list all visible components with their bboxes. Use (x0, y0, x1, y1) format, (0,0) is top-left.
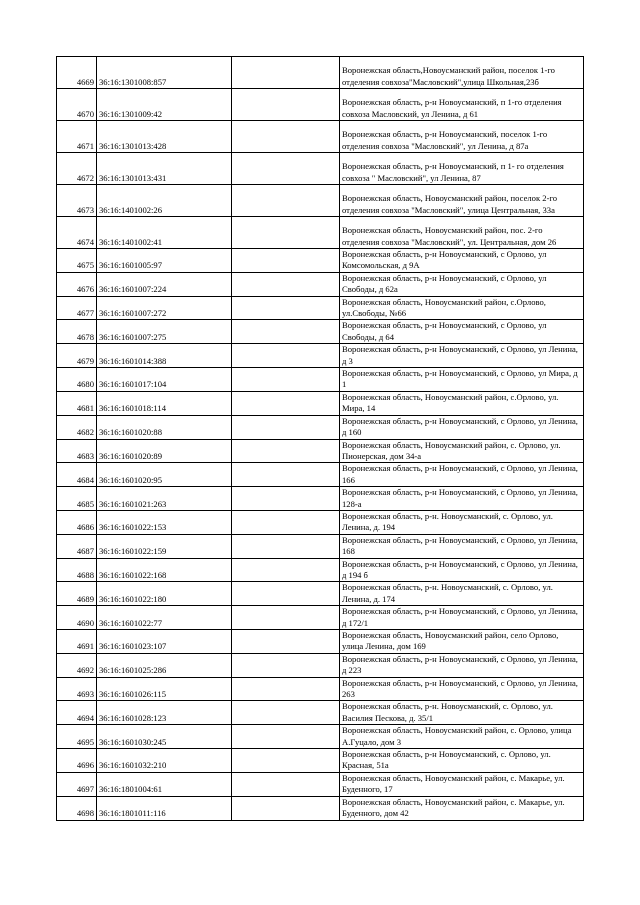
cadastral-number-cell: 36:16:1601007:224 (97, 272, 232, 296)
cadastral-number-cell: 36:16:1601023:107 (97, 630, 232, 654)
empty-cell (232, 415, 340, 439)
cadastral-number-cell: 36:16:1601020:95 (97, 463, 232, 487)
cadastral-number-cell: 36:16:1601017:104 (97, 368, 232, 392)
empty-cell (232, 153, 340, 185)
cadastral-number-cell: 36:16:1601030:245 (97, 725, 232, 749)
registry-table (56, 56, 584, 821)
row-number-cell: 4677 (57, 296, 97, 320)
cadastral-number-cell: 36:16:1601028:123 (97, 701, 232, 725)
cadastral-number-cell: 36:16:1401002:26 (97, 185, 232, 217)
row-number-cell: 4680 (57, 368, 97, 392)
cadastral-number-cell: 36:16:1401002:41 (97, 217, 232, 249)
cadastral-number-cell: 36:16:1601021:263 (97, 487, 232, 511)
empty-cell (232, 725, 340, 749)
table-row (57, 510, 584, 534)
row-number-cell: 4672 (57, 153, 97, 185)
address-cell: Воронежская область, р-н. Новоусманский, с. Орлово, ул. Ленина, д. 194 (340, 510, 584, 534)
cadastral-number-cell: 36:16:1601007:275 (97, 320, 232, 344)
table-row (57, 701, 584, 725)
address-cell: Воронежская область, р-н Новоусманский, с Орлово, ул Ленина, 168 (340, 534, 584, 558)
cadastral-number-cell: 36:16:1301009:42 (97, 89, 232, 121)
cadastral-number-cell: 36:16:1601022:168 (97, 558, 232, 582)
empty-cell (232, 320, 340, 344)
address-cell: Воронежская область, р-н Новоусманский, п 1-го отделения совхоза Масловский, ул Ленина, д 61 (340, 89, 584, 121)
address-cell: Воронежская область, Новоусманский район, село Орлово, улица Ленина, дом 169 (340, 630, 584, 654)
empty-cell (232, 606, 340, 630)
empty-cell (232, 249, 340, 273)
table-row (57, 121, 584, 153)
address-cell: Воронежская область, р-н Новоусманский, с Орлово, ул Мира, д 1 (340, 368, 584, 392)
row-number-cell: 4687 (57, 534, 97, 558)
table-row (57, 558, 584, 582)
address-cell: Воронежская область, р-н Новоусманский, с Орлово, ул Ленина, д 3 (340, 344, 584, 368)
row-number-cell: 4697 (57, 772, 97, 796)
table-row (57, 772, 584, 796)
cadastral-number-cell: 36:16:1601022:159 (97, 534, 232, 558)
empty-cell (232, 701, 340, 725)
cadastral-number-cell: 36:16:1601022:180 (97, 582, 232, 606)
address-cell: Воронежская область, р-н Новоусманский, п 1- го отделения совхоза " Масловский", ул Ленина, 87 (340, 153, 584, 185)
table-row (57, 606, 584, 630)
cadastral-number-cell: 36:16:1601007:272 (97, 296, 232, 320)
address-cell: Воронежская область, Новоусманский район, с. Орлово, улица А.Гуцало, дом 3 (340, 725, 584, 749)
address-cell: Воронежская область, Новоусманский район, поселок 2-го отделения совхоза "Масловский", улица Центральная, 33а (340, 185, 584, 217)
empty-cell (232, 487, 340, 511)
table-row (57, 582, 584, 606)
cadastral-number-cell: 36:16:1301013:428 (97, 121, 232, 153)
cadastral-number-cell: 36:16:1601025:286 (97, 653, 232, 677)
empty-cell (232, 121, 340, 153)
table-row (57, 272, 584, 296)
empty-cell (232, 368, 340, 392)
row-number-cell: 4669 (57, 57, 97, 89)
table-row (57, 677, 584, 701)
row-number-cell: 4676 (57, 272, 97, 296)
cadastral-number-cell: 36:16:1601022:77 (97, 606, 232, 630)
row-number-cell: 4689 (57, 582, 97, 606)
empty-cell (232, 677, 340, 701)
cadastral-number-cell: 36:16:1301013:431 (97, 153, 232, 185)
table-row (57, 296, 584, 320)
row-number-cell: 4683 (57, 439, 97, 463)
empty-cell (232, 57, 340, 89)
address-cell: Воронежская область, р-н Новоусманский, с. Орлово, ул. Красная, 51а (340, 749, 584, 773)
empty-cell (232, 344, 340, 368)
address-cell: Воронежская область, р-н Новоусманский, с Орлово, ул Свободы, д 64 (340, 320, 584, 344)
table-row (57, 89, 584, 121)
table-row (57, 796, 584, 820)
row-number-cell: 4674 (57, 217, 97, 249)
empty-cell (232, 796, 340, 820)
table-row (57, 217, 584, 249)
empty-cell (232, 272, 340, 296)
row-number-cell: 4698 (57, 796, 97, 820)
address-cell: Воронежская область, Новоусманский район, с.Орлово, ул. Мира, 14 (340, 391, 584, 415)
empty-cell (232, 582, 340, 606)
address-cell: Воронежская область,Новоусманский район, поселок 1-го отделения совхоза"Масловский",улица Школьная,23б (340, 57, 584, 89)
table-row (57, 57, 584, 89)
empty-cell (232, 217, 340, 249)
cadastral-number-cell: 36:16:1601022:153 (97, 510, 232, 534)
row-number-cell: 4681 (57, 391, 97, 415)
empty-cell (232, 510, 340, 534)
row-number-cell: 4682 (57, 415, 97, 439)
row-number-cell: 4684 (57, 463, 97, 487)
cadastral-number-cell: 36:16:1601014:388 (97, 344, 232, 368)
address-cell: Воронежская область, р-н Новоусманский, с Орлово, ул Ленина, д 194 б (340, 558, 584, 582)
address-cell: Воронежская область, р-н. Новоусманский, с. Орлово, ул. Василия Пескова, д. 35/1 (340, 701, 584, 725)
row-number-cell: 4678 (57, 320, 97, 344)
table-row (57, 463, 584, 487)
cadastral-number-cell: 36:16:1601020:88 (97, 415, 232, 439)
table-row (57, 749, 584, 773)
empty-cell (232, 749, 340, 773)
cadastral-number-cell: 36:16:1301008:857 (97, 57, 232, 89)
table-row (57, 344, 584, 368)
table-row (57, 439, 584, 463)
address-cell: Воронежская область, р-н Новоусманский, с Орлово, ул Ленина, д 172/1 (340, 606, 584, 630)
address-cell: Воронежская область, р-н Новоусманский, с Орлово, ул Свободы, д 62а (340, 272, 584, 296)
empty-cell (232, 185, 340, 217)
address-cell: Воронежская область, Новоусманский район, пос. 2-го отделения совхоза "Масловский", ул. Центральная, дом 26 (340, 217, 584, 249)
empty-cell (232, 630, 340, 654)
row-number-cell: 4691 (57, 630, 97, 654)
table-row (57, 534, 584, 558)
address-cell: Воронежская область, р-н Новоусманский, с Орлово, ул Ленина, д 160 (340, 415, 584, 439)
address-cell: Воронежская область, р-н Новоусманский, с Орлово, ул Ленина, 263 (340, 677, 584, 701)
address-cell: Воронежская область, Новоусманский район, с.Орлово, ул.Свободы, №66 (340, 296, 584, 320)
cadastral-number-cell: 36:16:1601020:89 (97, 439, 232, 463)
empty-cell (232, 653, 340, 677)
row-number-cell: 4695 (57, 725, 97, 749)
address-cell: Воронежская область, р-н Новоусманский, с Орлово, ул Ленина, 128-а (340, 487, 584, 511)
table-row (57, 368, 584, 392)
row-number-cell: 4671 (57, 121, 97, 153)
cadastral-number-cell: 36:16:1601032:210 (97, 749, 232, 773)
empty-cell (232, 558, 340, 582)
cadastral-number-cell: 36:16:1601005:97 (97, 249, 232, 273)
empty-cell (232, 439, 340, 463)
table-row (57, 487, 584, 511)
empty-cell (232, 296, 340, 320)
address-cell: Воронежская область, р-н Новоусманский, с Орлово, ул Комсомольская, д 9А (340, 249, 584, 273)
address-cell: Воронежская область, Новоусманский район, с. Макарье, ул. Буденного, дом 42 (340, 796, 584, 820)
address-cell: Воронежская область, р-н Новоусманский, с Орлово, ул Ленина, 166 (340, 463, 584, 487)
registry-table-body (57, 57, 584, 821)
table-row (57, 653, 584, 677)
address-cell: Воронежская область, р-н. Новоусманский, с. Орлово, ул. Ленина, д. 174 (340, 582, 584, 606)
row-number-cell: 4692 (57, 653, 97, 677)
table-row (57, 153, 584, 185)
row-number-cell: 4694 (57, 701, 97, 725)
row-number-cell: 4673 (57, 185, 97, 217)
empty-cell (232, 463, 340, 487)
row-number-cell: 4670 (57, 89, 97, 121)
address-cell: Воронежская область, р-н Новоусманский, поселок 1-го отделения совхоза "Масловский", ул Ленина, д 87а (340, 121, 584, 153)
empty-cell (232, 391, 340, 415)
table-row (57, 415, 584, 439)
row-number-cell: 4690 (57, 606, 97, 630)
row-number-cell: 4688 (57, 558, 97, 582)
cadastral-number-cell: 36:16:1601026:115 (97, 677, 232, 701)
table-row (57, 185, 584, 217)
address-cell: Воронежская область, Новоусманский район, с. Орлово, ул. Пионерская, дом 34-а (340, 439, 584, 463)
row-number-cell: 4685 (57, 487, 97, 511)
table-row (57, 630, 584, 654)
row-number-cell: 4686 (57, 510, 97, 534)
row-number-cell: 4693 (57, 677, 97, 701)
cadastral-number-cell: 36:16:1801011:116 (97, 796, 232, 820)
empty-cell (232, 89, 340, 121)
table-row (57, 249, 584, 273)
address-cell: Воронежская область, р-н Новоусманский, с Орлово, ул Ленина, д 223 (340, 653, 584, 677)
table-row (57, 725, 584, 749)
table-row (57, 320, 584, 344)
row-number-cell: 4696 (57, 749, 97, 773)
empty-cell (232, 534, 340, 558)
empty-cell (232, 772, 340, 796)
table-row (57, 391, 584, 415)
row-number-cell: 4679 (57, 344, 97, 368)
cadastral-number-cell: 36:16:1601018:114 (97, 391, 232, 415)
cadastral-number-cell: 36:16:1801004:61 (97, 772, 232, 796)
address-cell: Воронежская область, Новоусманский район, с. Макарье, ул. Буденного, 17 (340, 772, 584, 796)
row-number-cell: 4675 (57, 249, 97, 273)
